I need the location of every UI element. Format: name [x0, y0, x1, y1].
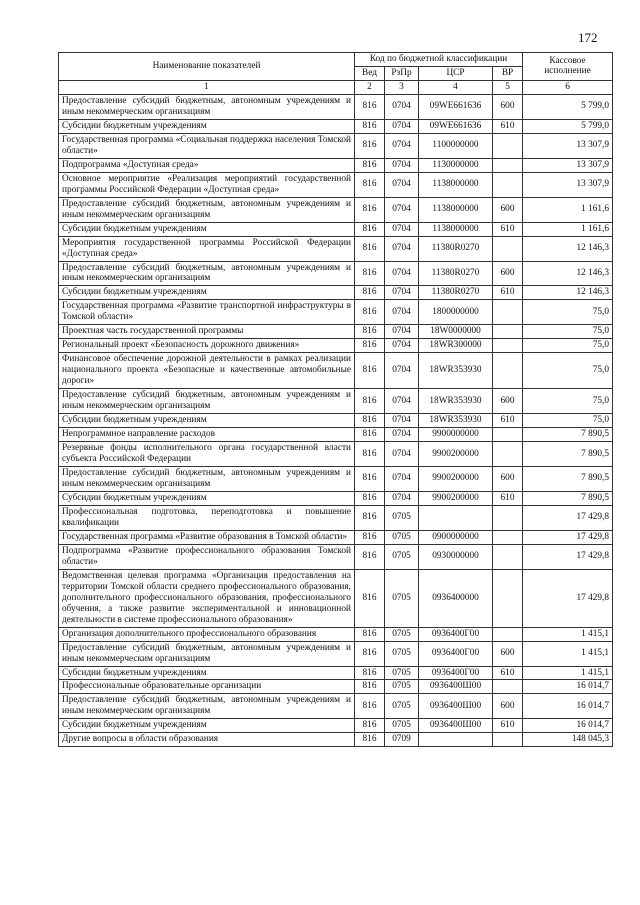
- table-row: [59, 530, 613, 544]
- row-rzpr: 0705: [385, 719, 419, 733]
- header-vr: ВР: [493, 66, 523, 80]
- row-ved: 816: [355, 680, 385, 694]
- row-ved: 816: [355, 172, 385, 197]
- row-amount: 17 429,8: [523, 569, 613, 627]
- row-ved: 816: [355, 339, 385, 353]
- row-rzpr: 0704: [385, 442, 419, 467]
- row-rzpr: 0704: [385, 172, 419, 197]
- row-vr: [493, 236, 523, 261]
- header-rzpr: РзПр: [385, 66, 419, 80]
- column-number-row: [59, 80, 613, 94]
- row-ved: 816: [355, 133, 385, 158]
- row-vr: [493, 442, 523, 467]
- page-number: 172: [578, 30, 598, 45]
- row-ved: 816: [355, 353, 385, 389]
- row-vr: 600: [493, 94, 523, 119]
- row-ved: 816: [355, 428, 385, 442]
- row-amount: 5 799,0: [523, 119, 613, 133]
- row-rzpr: 0709: [385, 733, 419, 747]
- row-name: Основное мероприятие «Реализация мероприятий государственной программы Российской Федерации «Доступная среда»: [59, 172, 355, 197]
- row-amount: 17 429,8: [523, 530, 613, 544]
- table-row: [59, 719, 613, 733]
- row-name: Предоставление субсидий бюджетным, автономным учреждениям и иным некоммерческим организациям: [59, 94, 355, 119]
- row-csr: 1138000000: [419, 197, 493, 222]
- row-rzpr: 0704: [385, 236, 419, 261]
- row-vr: [493, 428, 523, 442]
- row-amount: 17 429,8: [523, 505, 613, 530]
- row-ved: 816: [355, 491, 385, 505]
- row-amount: 5 799,0: [523, 94, 613, 119]
- table-body: [59, 94, 613, 746]
- row-csr: 9900000000: [419, 428, 493, 442]
- row-vr: [493, 339, 523, 353]
- row-rzpr: 0705: [385, 544, 419, 569]
- row-ved: 816: [355, 544, 385, 569]
- row-ved: 816: [355, 719, 385, 733]
- row-name: Другие вопросы в области образования: [59, 733, 355, 747]
- row-csr: 0936400Ш00: [419, 680, 493, 694]
- row-amount: 7 890,5: [523, 467, 613, 492]
- row-csr: 11380R0270: [419, 286, 493, 300]
- row-amount: 1 415,1: [523, 627, 613, 641]
- row-rzpr: 0704: [385, 158, 419, 172]
- row-csr: 1100000000: [419, 133, 493, 158]
- row-rzpr: 0704: [385, 119, 419, 133]
- table-row: [59, 569, 613, 627]
- row-amount: 1 161,6: [523, 197, 613, 222]
- row-csr: 18WR353930: [419, 353, 493, 389]
- row-ved: 816: [355, 261, 385, 286]
- row-name: Предоставление субсидий бюджетным, автономным учреждениям и иным некоммерческим организациям: [59, 467, 355, 492]
- table-row: [59, 641, 613, 666]
- row-amount: 16 014,7: [523, 680, 613, 694]
- row-name: Подпрограмма «Развитие профессионального образования Томской области»: [59, 544, 355, 569]
- row-name: Профессиональная подготовка, переподготовка и повышение квалификации: [59, 505, 355, 530]
- row-rzpr: 0704: [385, 222, 419, 236]
- table-row: [59, 389, 613, 414]
- row-vr: [493, 300, 523, 325]
- row-vr: 610: [493, 119, 523, 133]
- row-ved: 816: [355, 569, 385, 627]
- table-row: [59, 544, 613, 569]
- table-row: [59, 666, 613, 680]
- row-name: Субсидии бюджетным учреждениям: [59, 222, 355, 236]
- table-row: [59, 286, 613, 300]
- column-number: 5: [493, 80, 523, 94]
- row-rzpr: 0704: [385, 94, 419, 119]
- row-ved: 816: [355, 641, 385, 666]
- row-name: Субсидии бюджетным учреждениям: [59, 414, 355, 428]
- header-name: Наименование показателей: [59, 53, 355, 81]
- row-csr: 11380R0270: [419, 236, 493, 261]
- row-rzpr: 0705: [385, 530, 419, 544]
- row-csr: 1138000000: [419, 172, 493, 197]
- row-rzpr: 0704: [385, 467, 419, 492]
- row-vr: 610: [493, 414, 523, 428]
- row-amount: 16 014,7: [523, 694, 613, 719]
- row-amount: 75,0: [523, 325, 613, 339]
- row-vr: [493, 544, 523, 569]
- row-csr: 0936400Г00: [419, 627, 493, 641]
- row-vr: [493, 505, 523, 530]
- row-amount: 13 307,9: [523, 133, 613, 158]
- row-vr: [493, 172, 523, 197]
- row-ved: 816: [355, 300, 385, 325]
- row-ved: 816: [355, 530, 385, 544]
- row-vr: 610: [493, 491, 523, 505]
- row-ved: 816: [355, 694, 385, 719]
- row-amount: 7 890,5: [523, 491, 613, 505]
- column-number: 1: [59, 80, 355, 94]
- row-csr: 18WR300000: [419, 339, 493, 353]
- row-vr: [493, 133, 523, 158]
- row-amount: 12 146,3: [523, 286, 613, 300]
- row-vr: [493, 158, 523, 172]
- row-csr: 9900200000: [419, 442, 493, 467]
- row-name: Субсидии бюджетным учреждениям: [59, 666, 355, 680]
- row-vr: 610: [493, 719, 523, 733]
- row-amount: 75,0: [523, 339, 613, 353]
- row-amount: 7 890,5: [523, 442, 613, 467]
- row-name: Государственная программа «Развитие образования в Томской области»: [59, 530, 355, 544]
- row-amount: 75,0: [523, 300, 613, 325]
- row-amount: 1 415,1: [523, 666, 613, 680]
- table-row: [59, 414, 613, 428]
- row-ved: 816: [355, 158, 385, 172]
- table-row: [59, 197, 613, 222]
- row-ved: 816: [355, 236, 385, 261]
- row-amount: 75,0: [523, 414, 613, 428]
- row-csr: 18W0000000: [419, 325, 493, 339]
- row-amount: 17 429,8: [523, 544, 613, 569]
- row-rzpr: 0704: [385, 353, 419, 389]
- row-rzpr: 0704: [385, 261, 419, 286]
- row-csr: 0936400Ш00: [419, 719, 493, 733]
- table-row: [59, 172, 613, 197]
- row-amount: 13 307,9: [523, 158, 613, 172]
- row-vr: 600: [493, 641, 523, 666]
- row-vr: 600: [493, 197, 523, 222]
- row-rzpr: 0704: [385, 491, 419, 505]
- row-name: Государственная программа «Развитие транспортной инфраструктуры в Томской области»: [59, 300, 355, 325]
- row-csr: [419, 505, 493, 530]
- table-row: [59, 119, 613, 133]
- row-amount: 12 146,3: [523, 236, 613, 261]
- row-rzpr: 0704: [385, 414, 419, 428]
- table-row: [59, 353, 613, 389]
- row-rzpr: 0704: [385, 428, 419, 442]
- row-vr: [493, 680, 523, 694]
- row-csr: [419, 733, 493, 747]
- row-ved: 816: [355, 389, 385, 414]
- column-number: 2: [355, 80, 385, 94]
- table-row: [59, 505, 613, 530]
- row-name: Предоставление субсидий бюджетным, автономным учреждениям и иным некоммерческим организациям: [59, 389, 355, 414]
- table-row: [59, 442, 613, 467]
- table-row: [59, 300, 613, 325]
- row-ved: 816: [355, 666, 385, 680]
- row-ved: 816: [355, 197, 385, 222]
- row-rzpr: 0705: [385, 666, 419, 680]
- row-ved: 816: [355, 505, 385, 530]
- row-ved: 816: [355, 222, 385, 236]
- row-name: Субсидии бюджетным учреждениям: [59, 286, 355, 300]
- row-rzpr: 0705: [385, 627, 419, 641]
- table-row: [59, 94, 613, 119]
- row-name: Предоставление субсидий бюджетным, автономным учреждениям и иным некоммерческим организациям: [59, 197, 355, 222]
- table-row: [59, 158, 613, 172]
- row-ved: 816: [355, 119, 385, 133]
- table-row: [59, 491, 613, 505]
- column-number: 4: [419, 80, 493, 94]
- row-rzpr: 0705: [385, 641, 419, 666]
- table-row: [59, 261, 613, 286]
- row-name: Региональный проект «Безопасность дорожного движения»: [59, 339, 355, 353]
- row-csr: 9900200000: [419, 467, 493, 492]
- row-vr: 600: [493, 467, 523, 492]
- row-vr: [493, 627, 523, 641]
- table-row: [59, 467, 613, 492]
- row-rzpr: 0705: [385, 569, 419, 627]
- row-amount: 16 014,7: [523, 719, 613, 733]
- row-rzpr: 0704: [385, 300, 419, 325]
- table-row: [59, 694, 613, 719]
- header-amount: Кассовое исполнение: [523, 53, 613, 81]
- row-rzpr: 0704: [385, 389, 419, 414]
- row-csr: 09WE661636: [419, 94, 493, 119]
- row-vr: [493, 353, 523, 389]
- row-name: Подпрограмма «Доступная среда»: [59, 158, 355, 172]
- header-csr: ЦСР: [419, 66, 493, 80]
- row-csr: 11380R0270: [419, 261, 493, 286]
- header-code-group: Код по бюджетной классификации: [355, 53, 523, 67]
- row-vr: [493, 325, 523, 339]
- row-ved: 816: [355, 627, 385, 641]
- row-amount: 148 045,3: [523, 733, 613, 747]
- table-row: [59, 733, 613, 747]
- row-csr: 0936400000: [419, 569, 493, 627]
- row-rzpr: 0704: [385, 286, 419, 300]
- row-name: Ведомственная целевая программа «Организация предоставления на территории Томской области среднего профессионального образования, дополнительного профессионального образования, профессионального обучения, а также развитие экспериментальной и инновационной деятельности в системе профессионального образования»: [59, 569, 355, 627]
- budget-execution-table: [58, 52, 613, 747]
- row-name: Профессиональные образовательные организации: [59, 680, 355, 694]
- row-amount: 75,0: [523, 353, 613, 389]
- row-name: Финансовое обеспечение дорожной деятельности в рамках реализации национального проекта «Безопасные и качественные автомобильные дороги»: [59, 353, 355, 389]
- row-ved: 816: [355, 325, 385, 339]
- row-csr: 0936400Г00: [419, 666, 493, 680]
- row-ved: 816: [355, 733, 385, 747]
- row-name: Резервные фонды исполнительного органа государственной власти субъекта Российской Федерации: [59, 442, 355, 467]
- row-rzpr: 0705: [385, 505, 419, 530]
- header-row: [59, 53, 613, 67]
- row-amount: 75,0: [523, 389, 613, 414]
- row-csr: 1138000000: [419, 222, 493, 236]
- row-ved: 816: [355, 414, 385, 428]
- row-rzpr: 0705: [385, 680, 419, 694]
- table-row: [59, 428, 613, 442]
- row-csr: 9900200000: [419, 491, 493, 505]
- row-ved: 816: [355, 94, 385, 119]
- table-row: [59, 325, 613, 339]
- row-csr: 18WR353930: [419, 414, 493, 428]
- table-row: [59, 339, 613, 353]
- row-vr: [493, 569, 523, 627]
- row-rzpr: 0704: [385, 339, 419, 353]
- row-name: Организация дополнительного профессионального образования: [59, 627, 355, 641]
- row-csr: 0936400Г00: [419, 641, 493, 666]
- row-csr: 1800000000: [419, 300, 493, 325]
- row-csr: 0936400Ш00: [419, 694, 493, 719]
- row-rzpr: 0704: [385, 325, 419, 339]
- column-number: 3: [385, 80, 419, 94]
- row-amount: 1 415,1: [523, 641, 613, 666]
- row-rzpr: 0705: [385, 694, 419, 719]
- table-row: [59, 680, 613, 694]
- row-vr: 600: [493, 389, 523, 414]
- row-ved: 816: [355, 467, 385, 492]
- row-name: Государственная программа «Социальная поддержка населения Томской области»: [59, 133, 355, 158]
- row-csr: 09WE661636: [419, 119, 493, 133]
- table-row: [59, 236, 613, 261]
- row-name: Мероприятия государственной программы Российской Федерации «Доступная среда»: [59, 236, 355, 261]
- row-vr: [493, 530, 523, 544]
- row-name: Предоставление субсидий бюджетным, автономным учреждениям и иным некоммерческим организациям: [59, 641, 355, 666]
- row-amount: 13 307,9: [523, 172, 613, 197]
- row-ved: 816: [355, 286, 385, 300]
- row-name: Субсидии бюджетным учреждениям: [59, 491, 355, 505]
- row-vr: 600: [493, 261, 523, 286]
- row-name: Непрограммное направление расходов: [59, 428, 355, 442]
- row-vr: 600: [493, 694, 523, 719]
- header-ved: Вед: [355, 66, 385, 80]
- table-row: [59, 222, 613, 236]
- table-row: [59, 627, 613, 641]
- row-csr: 0930000000: [419, 544, 493, 569]
- row-vr: 610: [493, 666, 523, 680]
- column-number: 6: [523, 80, 613, 94]
- row-name: Предоставление субсидий бюджетным, автономным учреждениям и иным некоммерческим организациям: [59, 694, 355, 719]
- row-name: Проектная часть государственной программы: [59, 325, 355, 339]
- row-vr: 610: [493, 222, 523, 236]
- row-vr: 610: [493, 286, 523, 300]
- row-rzpr: 0704: [385, 197, 419, 222]
- row-amount: 1 161,6: [523, 222, 613, 236]
- row-vr: [493, 733, 523, 747]
- row-amount: 12 146,3: [523, 261, 613, 286]
- row-ved: 816: [355, 442, 385, 467]
- row-rzpr: 0704: [385, 133, 419, 158]
- row-csr: 0900000000: [419, 530, 493, 544]
- row-name: Предоставление субсидий бюджетным, автономным учреждениям и иным некоммерческим организациям: [59, 261, 355, 286]
- table-row: [59, 133, 613, 158]
- row-csr: 1130000000: [419, 158, 493, 172]
- row-name: Субсидии бюджетным учреждениям: [59, 719, 355, 733]
- row-name: Субсидии бюджетным учреждениям: [59, 119, 355, 133]
- row-amount: 7 890,5: [523, 428, 613, 442]
- row-csr: 18WR353930: [419, 389, 493, 414]
